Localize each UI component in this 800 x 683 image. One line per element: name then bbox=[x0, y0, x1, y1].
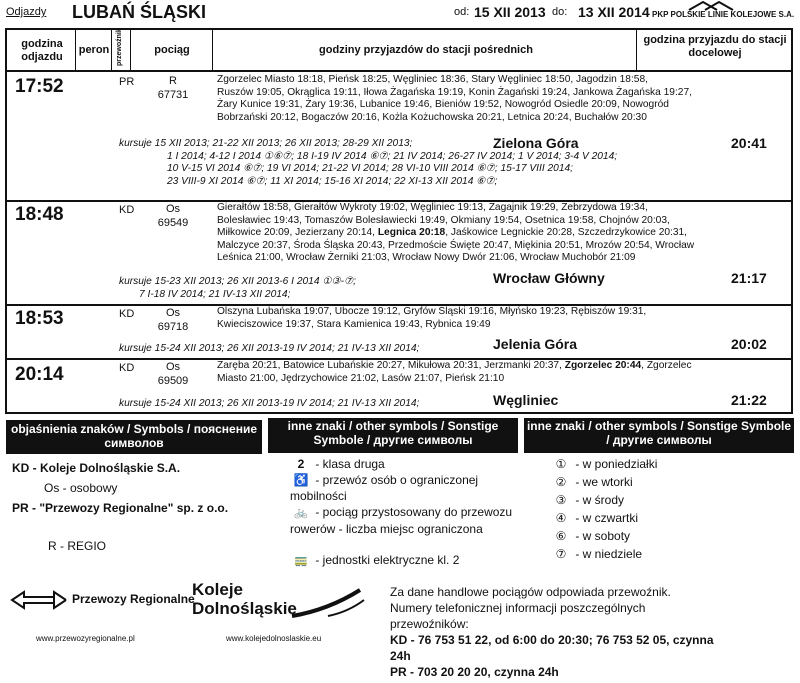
legend-title-codes: objaśnienia znaków / Symbols / пояснение символов bbox=[6, 420, 262, 454]
departure-time: 20:14 bbox=[15, 364, 64, 385]
legend-carrier-pr: PR - "Przewozy Regionalne" sp. z o.o. bbox=[12, 501, 229, 515]
legend-electric-unit: 🚃 - jednostki elektryczne kl. 2 bbox=[290, 552, 514, 569]
timetable-header bbox=[0, 0, 800, 24]
from-date: 15 XII 2013 bbox=[474, 4, 546, 20]
info-text-3: przewoźników: bbox=[390, 617, 469, 631]
pkp-logo-text: PKP POLSKIE LINIE KOLEJOWE S.A. bbox=[652, 10, 795, 19]
legend-second-class: 2 - klasa druga bbox=[297, 457, 385, 471]
train-number: 67731 bbox=[157, 89, 189, 101]
przewozy-regionalne-logo-icon bbox=[10, 590, 68, 610]
to-label: do: bbox=[552, 6, 568, 18]
intermediate-stops: Olszyna Lubańska 19:07, Ubocze 19:12, Gryfów Śląski 19:16, Młyńsko 19:23, Rębiszów 19:31, Kwieciszowice 19:37, Stara Kamienica 19:43, Rybnica 19:49 bbox=[217, 306, 647, 330]
pr-phone: PR - 703 20 20 20, czynna 24h bbox=[390, 665, 559, 679]
running-days: kursuje 15-23 XII 2013; 26 XII 2013-6 I 2014 ①③-⑦; 7 I-18 IV 2014; 21 IV-13 XII 2014; bbox=[119, 276, 356, 300]
carrier-code: PR bbox=[119, 76, 135, 88]
from-label: od: bbox=[454, 6, 470, 18]
kd-website-link[interactable]: www.kolejedolnoslaskie.eu bbox=[226, 634, 322, 643]
header-label: Odjazdy bbox=[6, 6, 47, 18]
col-destination: godzina przyjazdu do stacji docelowej bbox=[643, 34, 787, 59]
col-intermediate: godziny przyjazdów do stacji pośrednich bbox=[319, 44, 533, 56]
departure-time: 18:48 bbox=[15, 204, 64, 225]
destination-station: Jelenia Góra bbox=[493, 336, 578, 352]
legend-accessibility: ♿ - przewóz osób o ograniczonej mobilności bbox=[290, 473, 479, 503]
legend-monday: ① - w poniedziałki bbox=[555, 457, 658, 471]
carrier-code: KD bbox=[119, 204, 135, 216]
kd-phone: KD - 76 753 51 22, od 6:00 do 20:30; 76 753 52 05, czynna bbox=[390, 633, 714, 647]
destination-station: Wrocław Główny bbox=[493, 270, 605, 286]
train-number: 69718 bbox=[157, 321, 189, 333]
koleje-dolnoslaskie-swoosh-icon bbox=[288, 586, 368, 622]
legend-bicycle: 🚲 - pociąg przystosowany do przewozu rowerów - liczba miejsc ograniczona bbox=[290, 505, 513, 536]
col-platform: peron bbox=[78, 44, 110, 56]
train-number: 69509 bbox=[157, 375, 189, 387]
legend-saturday: ⑥ - w soboty bbox=[555, 529, 631, 543]
przewozy-regionalne-logo-text: Przewozy Regionalne bbox=[72, 592, 195, 606]
departure-time: 17:52 bbox=[15, 76, 64, 97]
legend-title-symbols: inne znaki / other symbols / Sonstige Symbole / другие символы bbox=[268, 418, 518, 453]
arrival-time: 21:22 bbox=[731, 392, 767, 408]
wheelchair-icon: ♿ bbox=[293, 473, 309, 487]
destination-station: Zielona Góra bbox=[493, 135, 579, 151]
arrival-time: 20:02 bbox=[731, 336, 767, 352]
legend-tuesday: ② - we wtorki bbox=[555, 475, 633, 489]
kd-phone-cont: 24h bbox=[390, 649, 411, 663]
legend-wednesday: ③ - w środy bbox=[555, 493, 625, 507]
pr-website-link[interactable]: www.przewozyregionalne.pl bbox=[36, 634, 135, 643]
train-number: 69549 bbox=[157, 217, 189, 229]
arrival-time: 21:17 bbox=[731, 270, 767, 286]
running-days: kursuje 15-24 XII 2013; 26 XII 2013-19 IV 2014; 21 IV-13 XII 2014; bbox=[119, 343, 420, 354]
col-train: pociąg bbox=[154, 44, 190, 56]
train-category: Os bbox=[165, 203, 181, 215]
to-date: 13 XII 2014 bbox=[578, 4, 650, 20]
legend-sunday: ⑦ - w niedziele bbox=[555, 547, 643, 561]
train-category: Os bbox=[165, 307, 181, 319]
departure-time: 18:53 bbox=[15, 308, 64, 329]
running-days: kursuje 15-24 XII 2013; 26 XII 2013-19 IV 2014; 21 IV-13 XII 2014; bbox=[119, 398, 420, 409]
intermediate-stops: Zgorzelec Miasto 18:18, Pieńsk 18:25, Węgliniec 18:36, Stary Węgliniec 18:50, Jagodzin 18:58, Ruszów 19:05, Okrąglica 19:11, Iłowa Żagańska 19:19, Konin Żagański 19:24, Jankowa Żagańska 19:27, Żary Kunice 19:31, Żary 19:36, Lubanice 19:46, Bieniów 19:52, Nowogród Osiedle 20:09, Nowogród Bobrzański 20:12, Bogaczów 20:16, Kożla Kożuchowska 20:21, Letnica 20:24, Buchałów 20:30 bbox=[217, 74, 692, 123]
carrier-code: KD bbox=[119, 362, 135, 374]
legend-thursday: ④ - w czwartki bbox=[555, 511, 639, 525]
legend-carrier-kd: KD - Koleje Dolnośląskie S.A. bbox=[12, 461, 181, 475]
intermediate-stops: Gierałtów 18:58, Gierałtów Wykroty 19:02, Węgliniec 19:13, Zagajnik 19:29, Zebrzydowa 19:34, Bolesławiec 19:43, Tomaszów Bolesławiecki 19:49, Okmiany 19:54, Osetnica 19:58, Chojnów 20:03, Miłkowice 20:09, Jezierzany 20:14, Legnica 20:18, Jaśkowice Legnickie 20:28, Szczedrzykowice 20:31, Malczyce 20:37, Środa Śląska 20:43, Przedmoście Święte 20:47, Miękinia 20:51, Mrozów 20:54, Wrocław Leśnica 21:00, Wrocław Żerniki 21:03, Wrocław Nowy Dwór 21:06, Wrocław Muchobór 21:09 bbox=[217, 202, 695, 264]
timetable bbox=[5, 28, 793, 414]
col-carrier: przewoźnik bbox=[116, 28, 123, 66]
legend-category-r: R - REGIO bbox=[48, 539, 107, 553]
bicycle-icon: 🚲 bbox=[294, 507, 308, 519]
intermediate-stops: Zaręba 20:21, Batowice Lubańskie 20:27, Mikułowa 20:31, Jerzmanki 20:37, Zgorzelec 20:44, Zgorzelec Miasto 21:00, Jędrzychowice 21:02, Lasów 21:07, Pieńsk 21:10 bbox=[217, 360, 692, 384]
arrival-time: 20:41 bbox=[731, 135, 767, 151]
train-icon: 🚃 bbox=[294, 555, 308, 567]
legend-category-os: Os - osobowy bbox=[44, 481, 118, 495]
legend-title-days: inne znaki / other symbols / Sonstige Symbole / другие символы bbox=[524, 418, 794, 453]
info-text-2: Numery telefonicznej informacji poszczególnych bbox=[390, 601, 646, 615]
station-name: LUBAŃ ŚLĄSKI bbox=[72, 2, 206, 22]
train-category: Os bbox=[165, 361, 181, 373]
train-category: R bbox=[169, 75, 177, 87]
running-days: kursuje 15 XII 2013; 21-22 XII 2013; 26 XII 2013; 28-29 XII 2013; 1 I 2014; 4-12 I 2014 ①⑥⑦; 18 I-19 IV 2014 ⑥⑦; 21 IV 2014; 26-27 IV 2014; 1 V 2014; 3-4 V 2014; 10 V-15 VI 2014 ⑥⑦; 19 VI 2014; 21-22 VI 2014; 28 VI-10 VIII 2014 ⑥⑦; 15-17 VIII 2014; 23 VIII-9 XI 2014 ⑥⑦; 11 XI 2014; 15-16 XI 2014; 22 XI-13 XII 2014 ⑥⑦; bbox=[119, 138, 618, 187]
destination-station: Węgliniec bbox=[493, 392, 559, 408]
koleje-dolnoslaskie-logo: Koleje Dolnośląskie bbox=[192, 580, 297, 618]
info-text-1: Za dane handlowe pociągów odpowiada przewoźnik. bbox=[390, 585, 671, 599]
carrier-code: KD bbox=[119, 308, 135, 320]
col-departure: godzina odjazdu bbox=[21, 38, 63, 63]
